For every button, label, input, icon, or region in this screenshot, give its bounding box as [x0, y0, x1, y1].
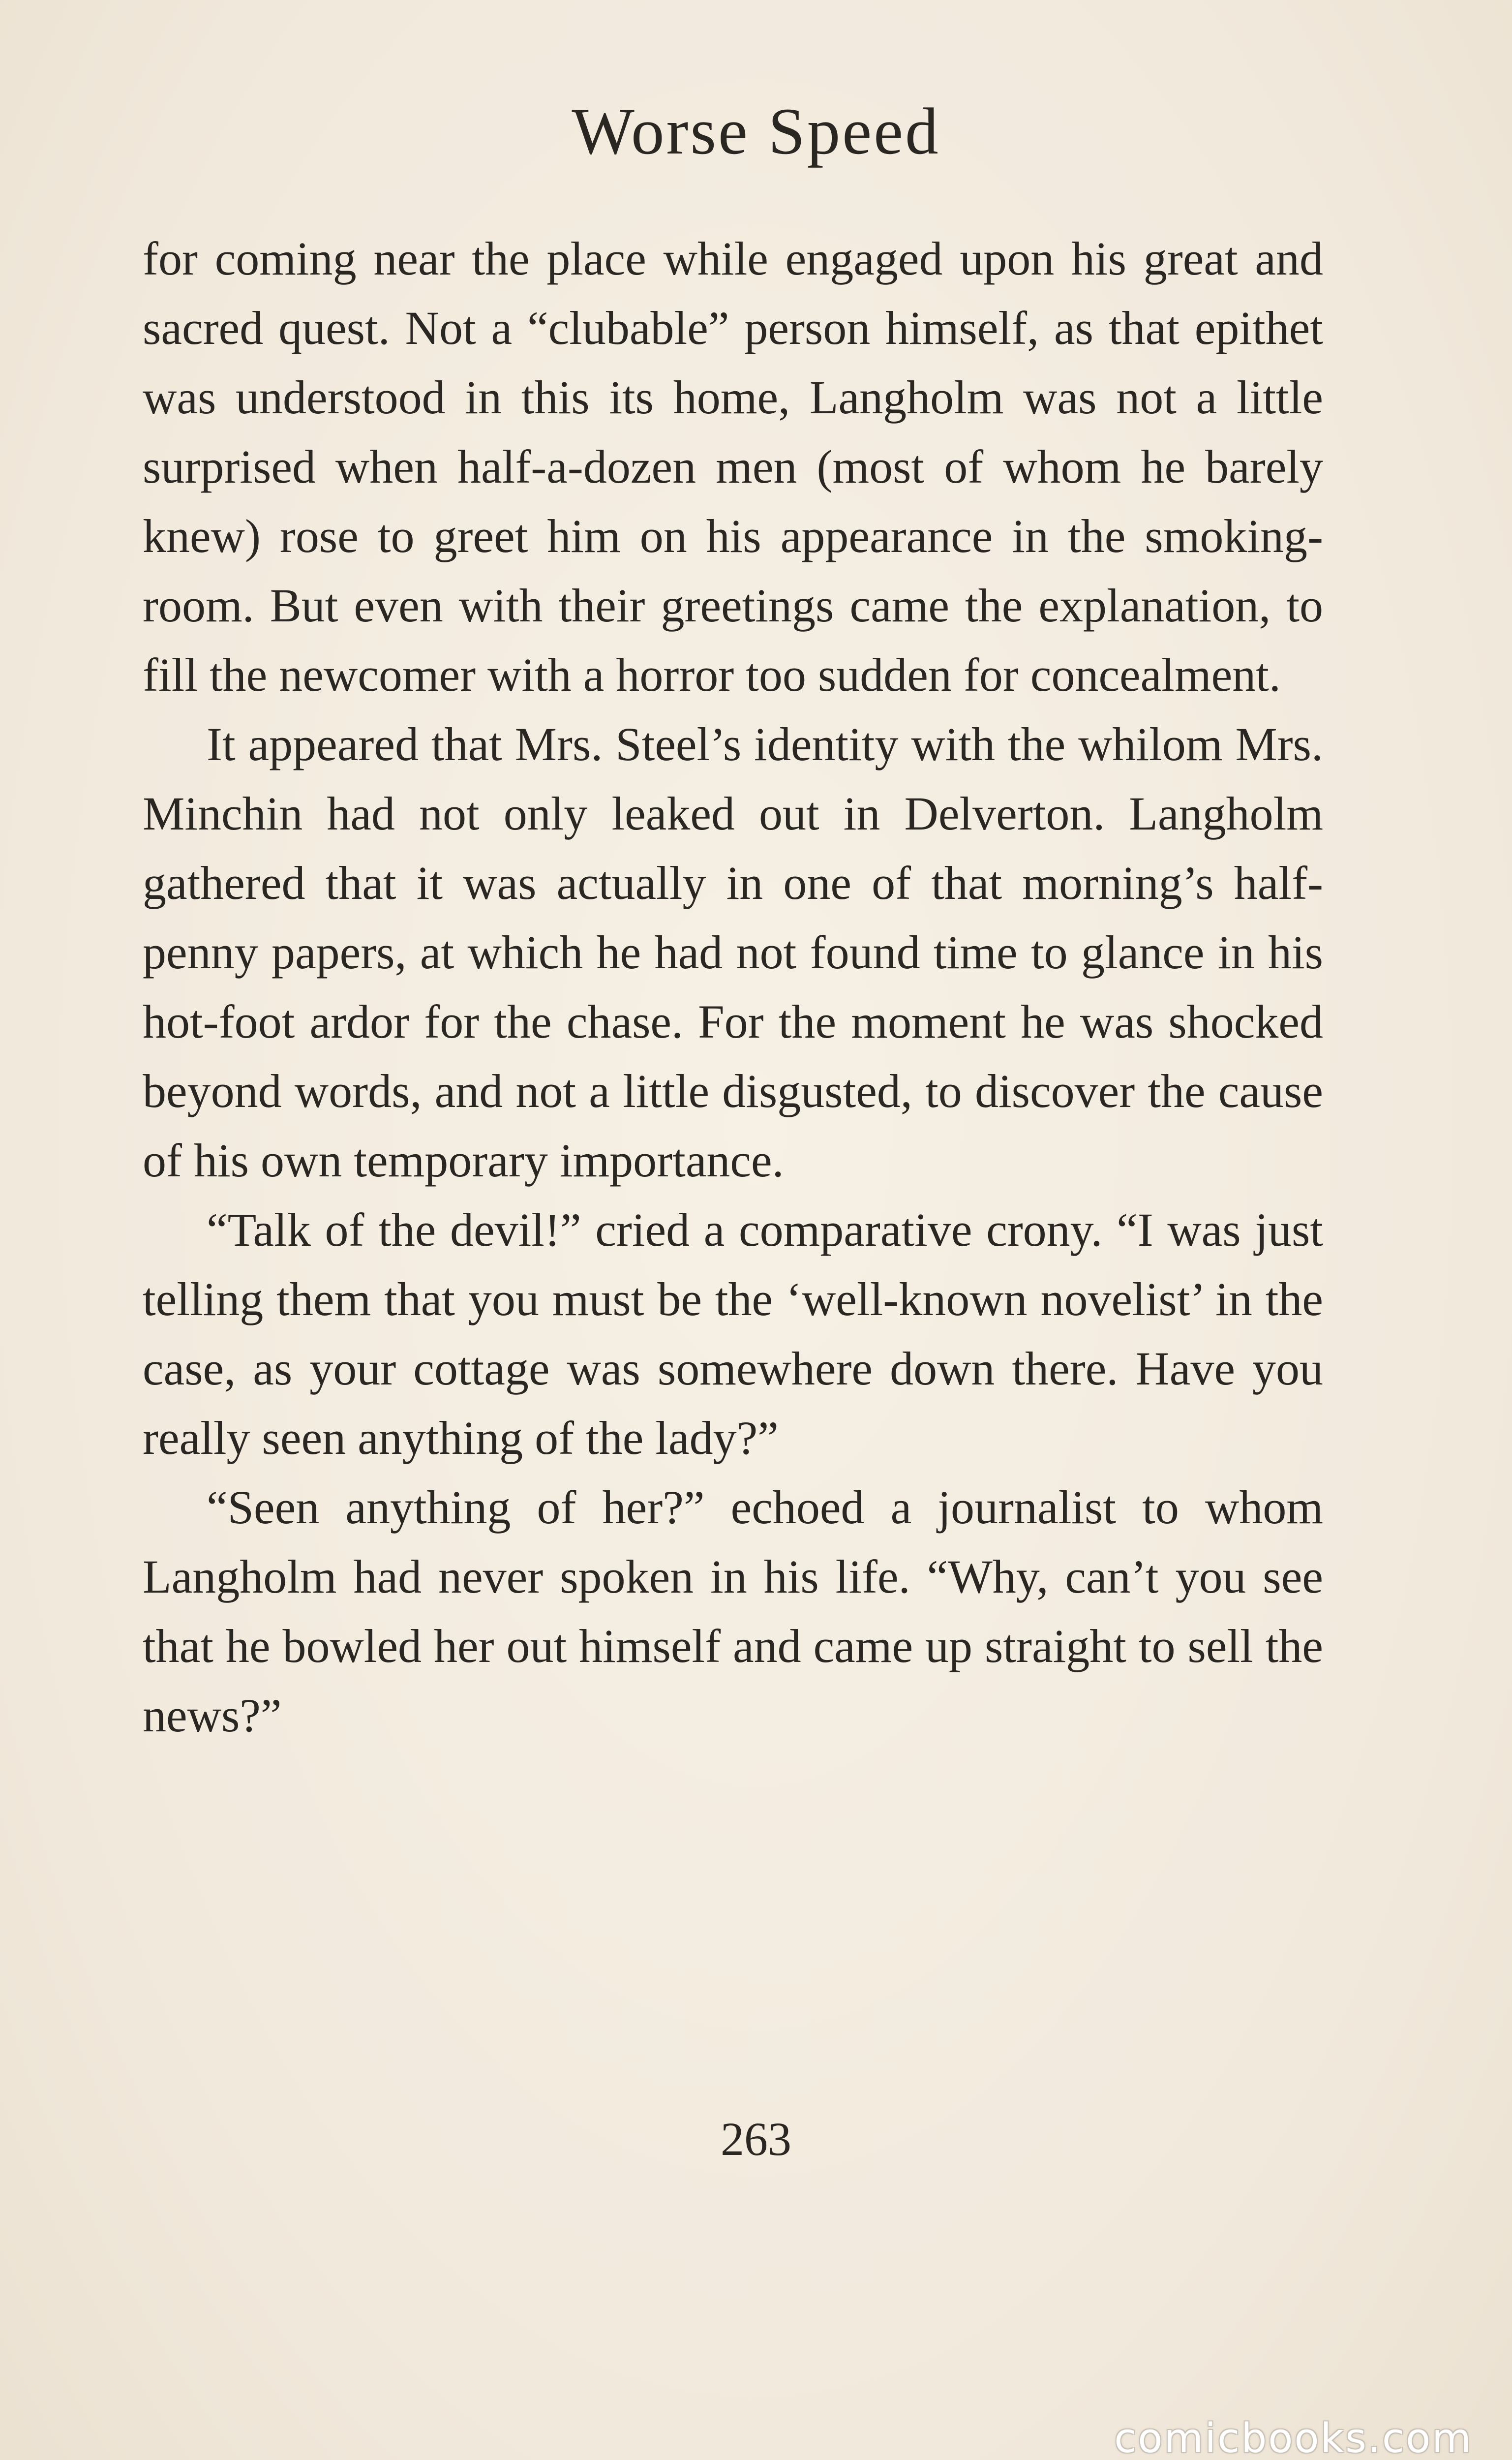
paragraph-1: for coming near the place while engaged upon his great and sacred quest. Not a “clubable” person himself, as that epithet was understood in this its home, Langholm was not a little surprised when half-a-dozen men (most of whom he barely knew) rose to greet him on his appearance in the smoking-room. But even with their greetings came the explanation, to fill the newcomer with a horror too sudden for concealment.	[143, 232, 1323, 701]
body-text	[143, 224, 1323, 1750]
page-number: 263	[721, 2113, 791, 2165]
watermark: comicbooks.com	[1114, 2415, 1473, 2460]
paragraph-2: It appeared that Mrs. Steel’s identity with the whilom Mrs. Minchin had not only leaked out in Delverton. Langholm gathered that it was actually in one of that morning’s half-penny papers, at which he had not found time to glance in his hot-foot ardor for the chase. For the moment he was shocked beyond words, and not a little disgusted, to discover the cause of his own temporary importance.	[143, 718, 1323, 1187]
paragraph-4: “Seen anything of her?” echoed a journalist to whom Langholm had never spoken in his life. “Why, can’t you see that he bowled her out himself and came up straight to sell the news?”	[143, 1481, 1323, 1742]
paragraph-3: “Talk of the devil!” cried a comparative crony. “I was just telling them that you must be the ‘well-known novelist’ in the case, as your cottage was somewhere down there. Have you really seen anything of the lady?”	[143, 1203, 1323, 1464]
running-head: Worse Speed	[572, 95, 940, 168]
